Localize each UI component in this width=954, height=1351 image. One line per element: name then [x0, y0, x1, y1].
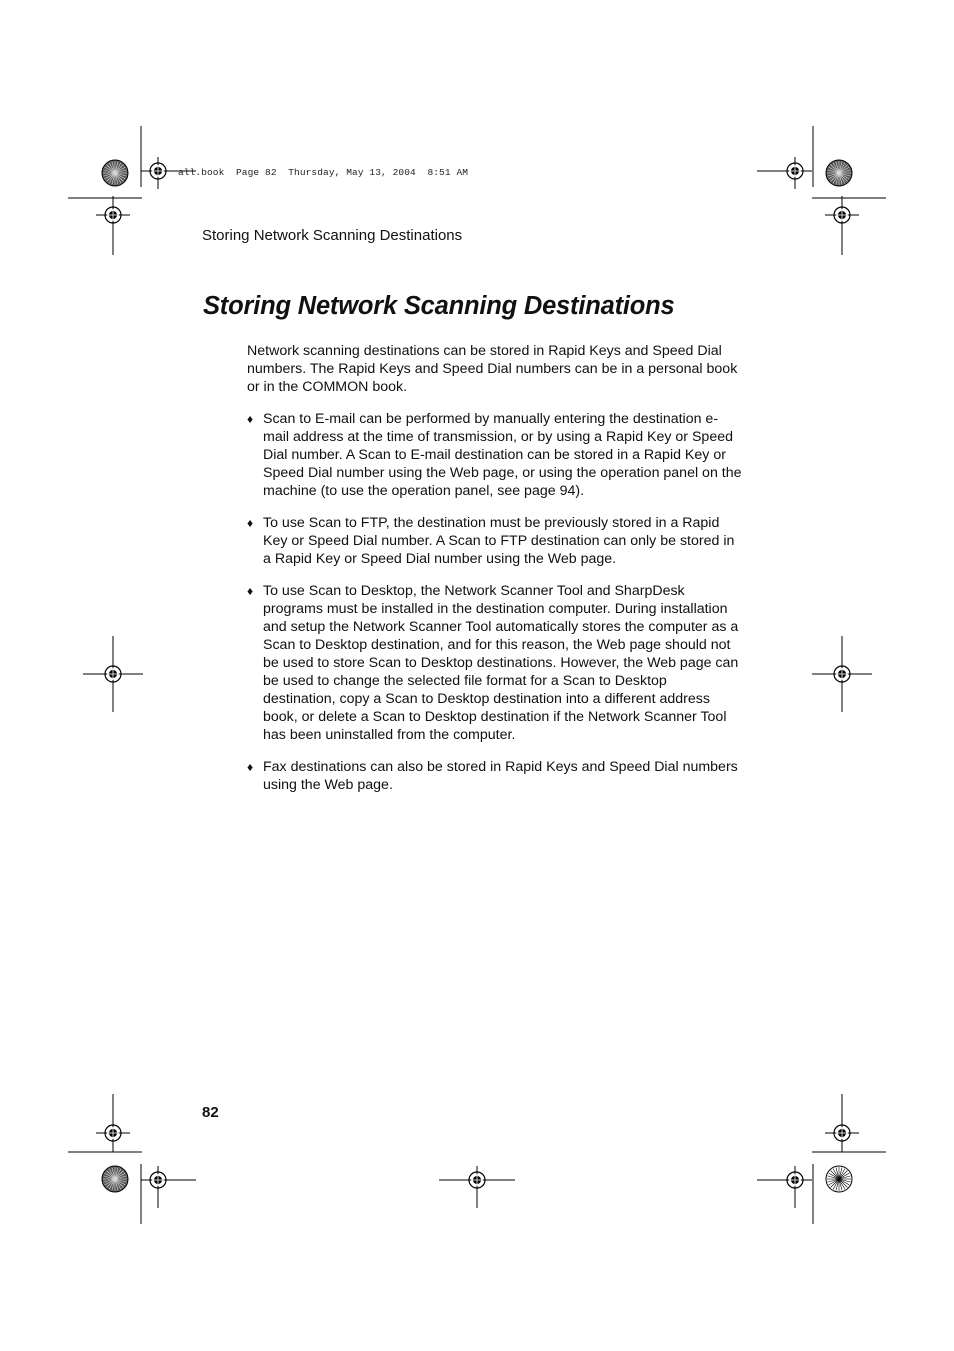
registration-mark-icon — [83, 666, 143, 682]
diamond-bullet-icon: ♦ — [247, 412, 254, 426]
list-item — [247, 514, 743, 568]
diamond-bullet-icon: ♦ — [247, 584, 254, 598]
registration-mark-icon — [825, 1125, 859, 1141]
registration-mark-icon — [757, 157, 812, 189]
starburst-mark-icon — [102, 160, 128, 186]
registration-mark-icon — [141, 1166, 196, 1208]
registration-mark-icon — [439, 1166, 515, 1208]
registration-mark-icon — [825, 207, 859, 223]
list-item — [247, 410, 743, 500]
running-header: Storing Network Scanning Destinations — [202, 227, 463, 244]
registration-mark-icon — [96, 207, 130, 223]
starburst-mark-icon — [102, 1166, 128, 1192]
diamond-bullet-icon: ♦ — [247, 760, 254, 774]
list-item-text: Scan to E-mail can be performed by manually entering the destination e-mail address at the time of transmission, or by using a Rapid Key or Speed Dial number. A Scan to E-mail destination can be stored in a Rapid Key or Speed Dial number using the Web page, or using the operation panel on the machine (to use the operation panel, see page 94). — [263, 411, 742, 499]
body-content — [247, 342, 743, 808]
starburst-mark-icon — [826, 160, 852, 186]
bullet-list — [247, 410, 743, 794]
list-item-text: To use Scan to Desktop, the Network Scanner Tool and SharpDesk programs must be installed in the destination computer. During installation and setup the Network Scanner Tool automatically stores the computer as a Scan to Desktop destination, and for this reason, the Web page should not be used to store Scan to Desktop destinations. However, the Web page can be used to change the selected file format for a Scan to Desktop destination, copy a Scan to Desktop destination into a different address book, or delete a Scan to Desktop destination if the Network Scanner Tool has been uninstalled from the computer. — [263, 583, 739, 743]
list-item-text: Fax destinations can also be stored in Rapid Keys and Speed Dial numbers using the Web page. — [263, 759, 738, 793]
starburst-mark-icon — [826, 1166, 852, 1192]
page-title: Storing Network Scanning Destinations — [203, 292, 675, 320]
registration-mark-icon — [812, 666, 872, 682]
page-number: 82 — [202, 1104, 219, 1121]
registration-mark-icon — [96, 1125, 130, 1141]
intro-paragraph: Network scanning destinations can be stored in Rapid Keys and Speed Dial numbers. The Rapid Keys and Speed Dial numbers can be in a personal book or in the COMMON book. — [247, 343, 738, 395]
diamond-bullet-icon: ♦ — [247, 516, 254, 530]
print-metadata-line: all.book Page 82 Thursday, May 13, 2004 8:51 AM — [178, 167, 469, 178]
list-item — [247, 582, 743, 744]
list-item-text: To use Scan to FTP, the destination must be previously stored in a Rapid Key or Speed Dial number. A Scan to FTP destination can only be stored in a Rapid Key or Speed Dial number using the Web page. — [263, 515, 735, 567]
registration-mark-icon — [757, 1166, 812, 1208]
list-item — [247, 758, 743, 794]
